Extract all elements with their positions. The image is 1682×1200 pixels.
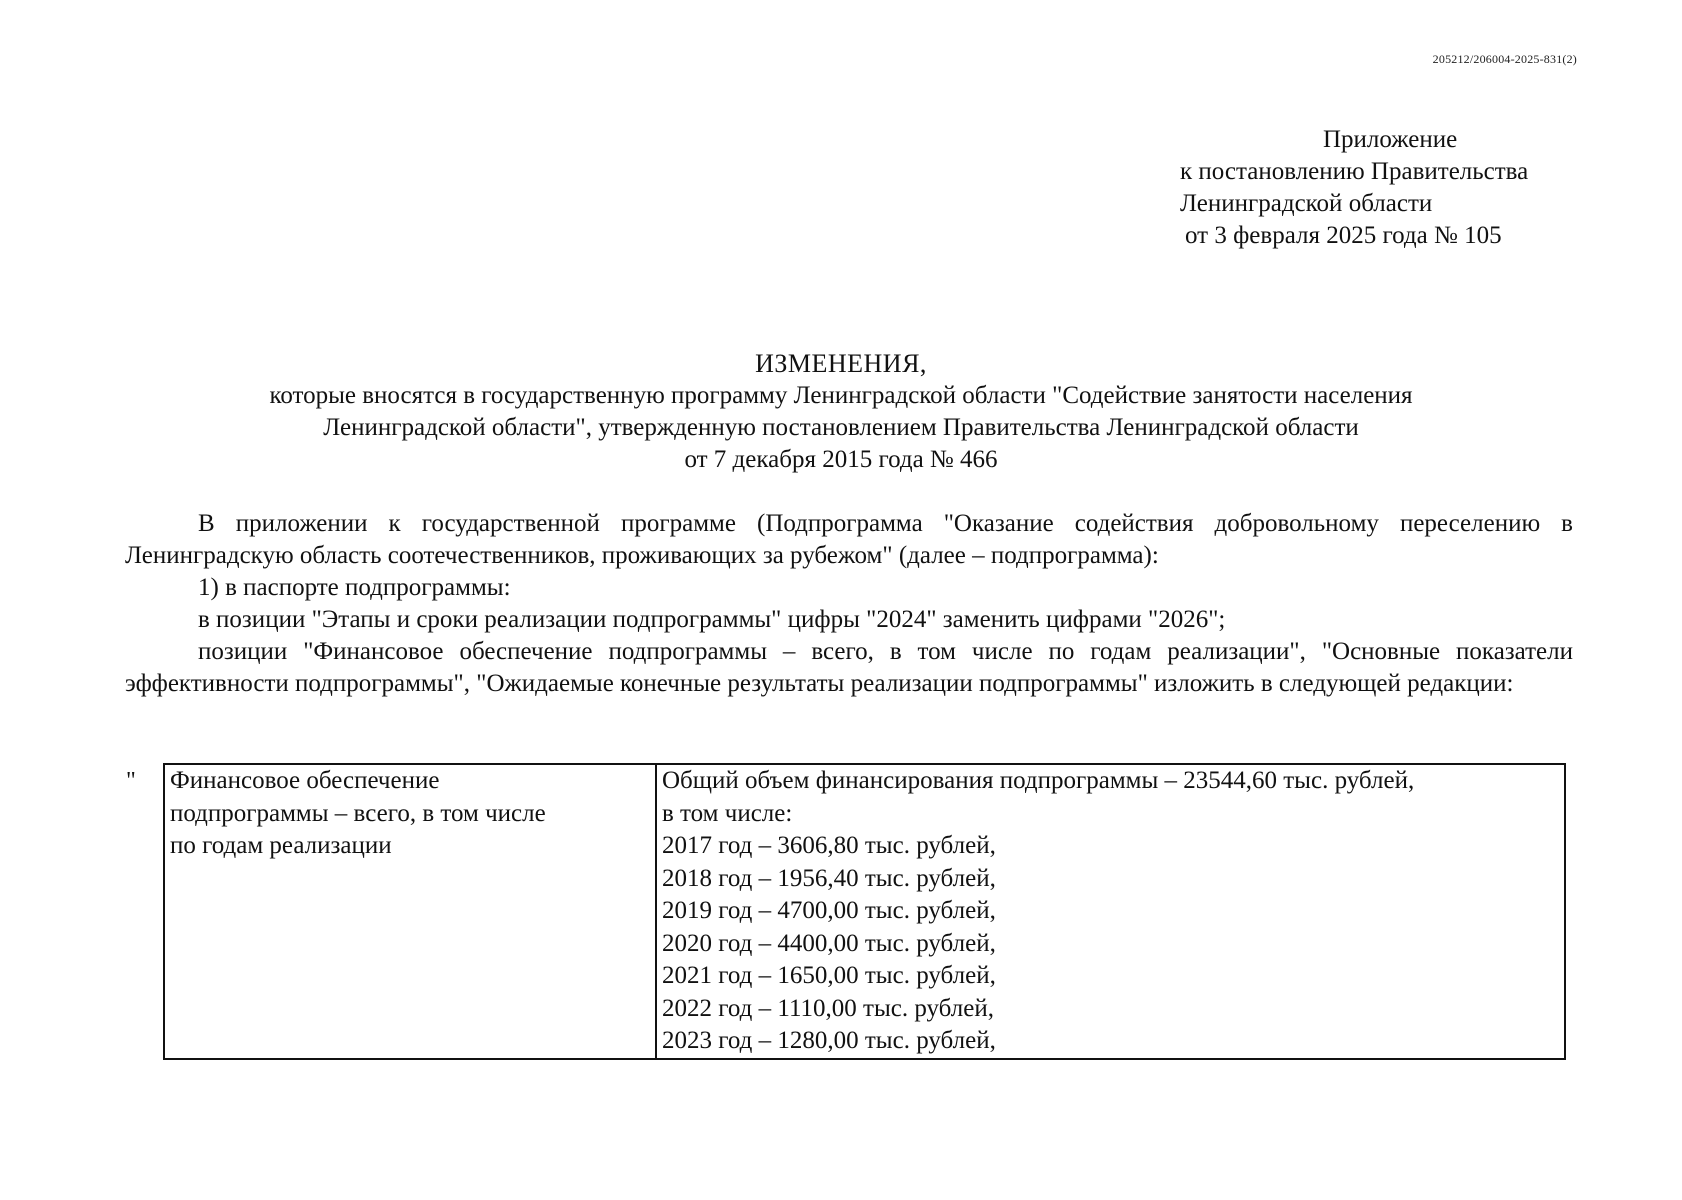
financing-year-line: 2018 год – 1956,40 тыс. рублей,	[662, 864, 996, 892]
financing-year-line: 2022 год – 1110,00 тыс. рублей,	[662, 994, 994, 1022]
title-line-2: Ленинградской области", утвержденную постановлением Правительства Ленинградской области	[323, 414, 1359, 441]
document-registration-number: 205212/206004-2025-831(2)	[1432, 52, 1577, 66]
document-heading: ИЗМЕНЕНИЯ,	[755, 349, 927, 378]
document-body	[125, 508, 1573, 700]
financing-year-line: 2023 год – 1280,00 тыс. рублей,	[662, 1027, 996, 1054]
opening-quote-mark: "	[126, 768, 136, 794]
subprogram-passport-table	[163, 763, 1566, 1060]
title-line-3: от 7 декабря 2015 года № 466	[684, 446, 998, 473]
body-paragraph-stages: в позиции "Этапы и сроки реализации подпрограммы" цифры "2024" заменить цифрами "2026";	[198, 606, 1226, 633]
table-row	[164, 764, 1565, 1059]
body-paragraph-positions: позиции "Финансовое обеспечение подпрограммы – всего, в том числе по годам реализации", "Основные показатели эффективности подпрограммы", "Ожидаемые конечные результаты реализации подпрограммы" изложить в следующей редакции:	[125, 638, 1573, 697]
appendix-line-region: Ленинградской области	[1180, 190, 1433, 217]
financing-label-cell	[164, 764, 656, 1059]
financing-year-line: 2021 год – 1650,00 тыс. рублей,	[662, 962, 996, 989]
appendix-header	[1180, 124, 1528, 252]
appendix-title: Приложение	[1323, 126, 1458, 153]
label-line: подпрограммы – всего, в том числе	[170, 799, 546, 827]
appendix-line-decree: к постановлению Правительства	[1180, 158, 1529, 185]
financing-total-line: Общий объем финансирования подпрограммы – 23544,60 тыс. рублей,	[662, 767, 1415, 794]
financing-value-cell	[656, 764, 1565, 1059]
financing-year-line: 2017 год – 3606,80 тыс. рублей,	[662, 832, 996, 859]
financing-year-line: 2019 год – 4700,00 тыс. рублей,	[662, 897, 996, 924]
document-title-block	[0, 348, 1682, 476]
title-line-1: которые вносятся в государственную программу Ленинградской области "Содействие занятости населения	[269, 382, 1413, 409]
body-paragraph-item-1: 1) в паспорте подпрограммы:	[198, 574, 511, 601]
appendix-line-date: от 3 февраля 2025 года № 105	[1185, 222, 1502, 249]
label-line: по годам реализации	[170, 832, 392, 859]
financing-year-line: 2020 год – 4400,00 тыс. рублей,	[662, 929, 996, 957]
body-paragraph-intro: В приложении к государственной программе (Подпрограмма "Оказание содействия добровольному переселению в Ленинградскую область соотечественников, проживающих за рубежом" (далее – подпрограмма):	[125, 510, 1573, 569]
financing-value-line: в том числе:	[662, 799, 793, 827]
label-line: Финансовое обеспечение	[170, 767, 440, 794]
